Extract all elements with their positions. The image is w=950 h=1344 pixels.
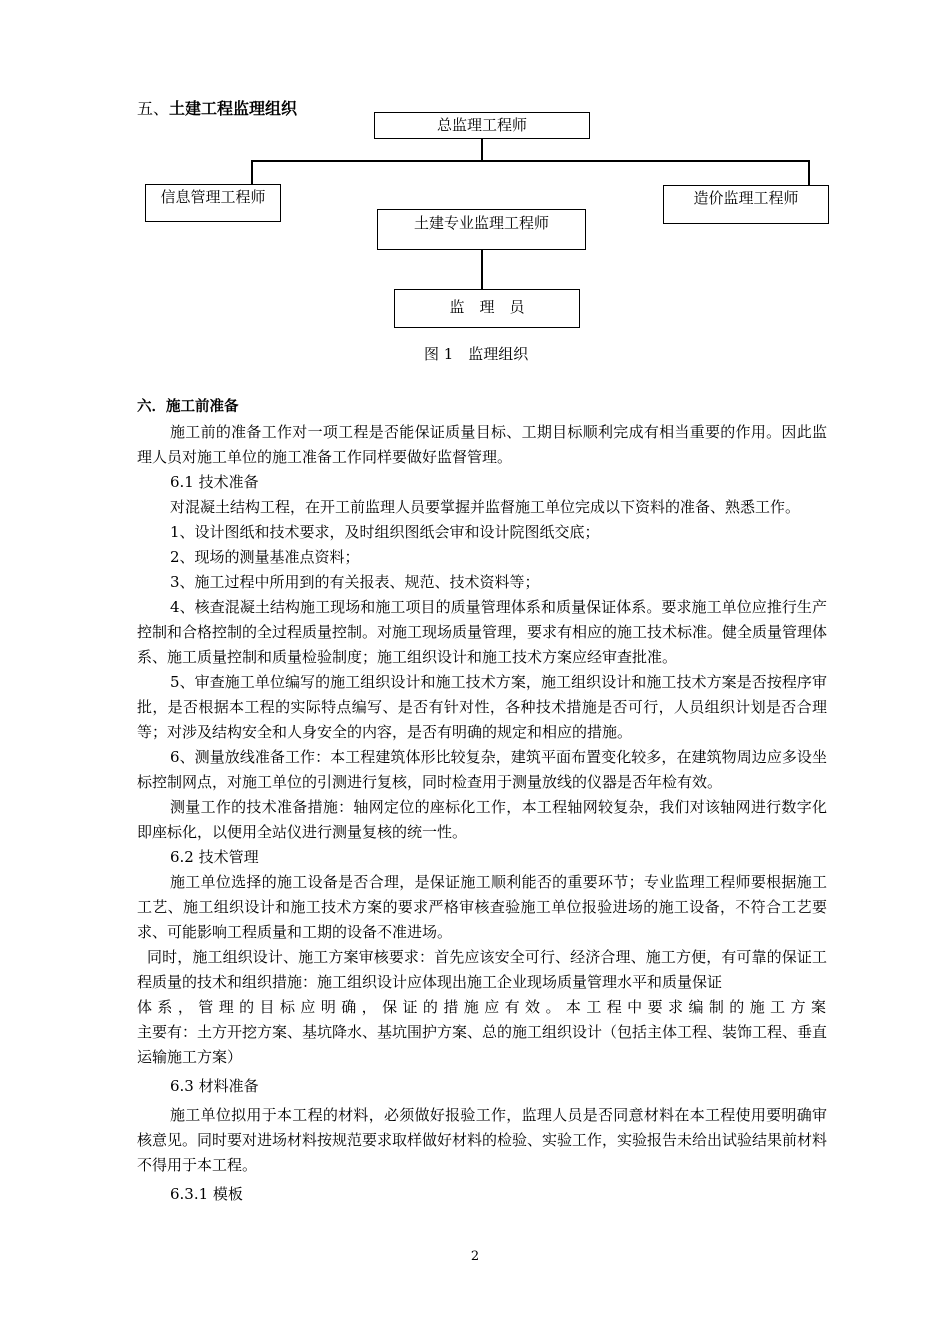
paragraph: 5、审查施工单位编写的施工组织设计和施工技术方案，施工组织设计和施工技术方案是否按程序审批，是否根据本工程的实际特点编写、是否有针对性，各种技术措施是否可行，人员组织计划是否合理等；对涉及结构安全和人身安全的内容，是否有明确的规定和相应的措施。 [137, 673, 827, 741]
paragraph: 1、设计图纸和技术要求，及时组织图纸会审和设计院图纸交底； [170, 523, 600, 541]
org-connector [808, 160, 810, 185]
section-5-prefix: 五、 [137, 99, 170, 118]
paragraph: 主要有：土方开挖方案、基坑降水、基坑围护方案、总的施工组织设计（包括主体工程、装饰工程、垂直运输施工方案） [137, 1023, 828, 1066]
paragraph: 4、核查混凝土结构施工现场和施工项目的质量管理体系和质量保证体系。要求施工单位应推行生产控制和合格控制的全过程质量控制。对施工现场质量管理，要求有相应的施工技术标准。健全质量管理体系、施工质量控制和质量检验制度；施工组织设计和施工技术方案应经审查批准。 [137, 598, 828, 666]
paragraph: 3、施工过程中所用到的有关报表、规范、技术资料等； [170, 573, 540, 591]
paragraph: 6.1 技术准备 [170, 473, 259, 491]
paragraph: 体系，管理的目标应明确，保证的措施应有效。本工程中要求编制的施工方案 [137, 998, 827, 1016]
paragraph: 对混凝土结构工程，在开工前监理人员要掌握并监督施工单位完成以下资料的准备、熟悉工作。 [170, 498, 801, 516]
org-supervisor: 监 理 员 [394, 289, 580, 328]
paragraph: 施工单位拟用于本工程的材料，必须做好报验工作，监理人员是否同意材料在本工程使用要明确审核意见。同时要对进场材料按规范要求取样做好材料的检验、实验工作，实验报告未给出试验结果前材料不得用于本工程。 [137, 1106, 828, 1174]
org-chief-engineer: 总监理工程师 [374, 112, 590, 139]
paragraph: 施工前的准备工作对一项工程是否能保证质量目标、工期目标顺利完成有相当重要的作用。因此监理人员对施工单位的施工准备工作同样要做好监督管理。 [137, 423, 827, 466]
org-connector [251, 160, 809, 162]
section-6-title: 六．施工前准备 [137, 399, 239, 415]
paragraph: 施工单位选择的施工设备是否合理，是保证施工顺利能否的重要环节；专业监理工程师要根据施工工艺、施工组织设计和施工技术方案的要求严格审核查验施工单位报验进场的施工设备，不符合工艺要求、可能影响工程质量和工期的设备不准进场。 [137, 873, 827, 941]
section-5-title: 土建工程监理组织 [169, 99, 298, 118]
org-connector [251, 160, 253, 184]
paragraph: 2、现场的测量基准点资料； [170, 548, 360, 566]
org-civil-engineer: 土建专业监理工程师 [377, 209, 586, 250]
paragraph: 6.3.1 模板 [170, 1185, 243, 1203]
paragraph: 6.3 材料准备 [170, 1077, 259, 1095]
org-connector [481, 139, 483, 161]
org-info-engineer: 信息管理工程师 [145, 184, 281, 222]
org-cost-engineer: 造价监理工程师 [663, 185, 829, 224]
section-6-body [137, 420, 827, 1207]
paragraph: 测量工作的技术准备措施：轴网定位的座标化工作，本工程轴网较复杂，我们对该轴网进行数字化即座标化，以便用全站仪进行测量复核的统一性。 [137, 798, 827, 841]
paragraph: 6.2 技术管理 [170, 848, 259, 866]
section-5-heading [137, 96, 297, 119]
page-number: 2 [470, 1249, 480, 1264]
section-6 [137, 395, 827, 1207]
figure-caption: 图 1 监理组织 [424, 345, 529, 363]
paragraph: 同时，施工组织设计、施工方案审核要求：首先应该安全可行、经济合理、施工方便，有可靠的保证工程质量的技术和组织措施：施工组织设计应体现出施工企业现场质量管理水平和质量保证 [137, 948, 827, 991]
paragraph: 6、测量放线准备工作：本工程建筑体形比较复杂，建筑平面布置变化较多，在建筑物周边应多设坐标控制网点，对施工单位的引测进行复核，同时检查用于测量放线的仪器是否年检有效。 [137, 748, 827, 791]
org-connector [481, 250, 483, 290]
